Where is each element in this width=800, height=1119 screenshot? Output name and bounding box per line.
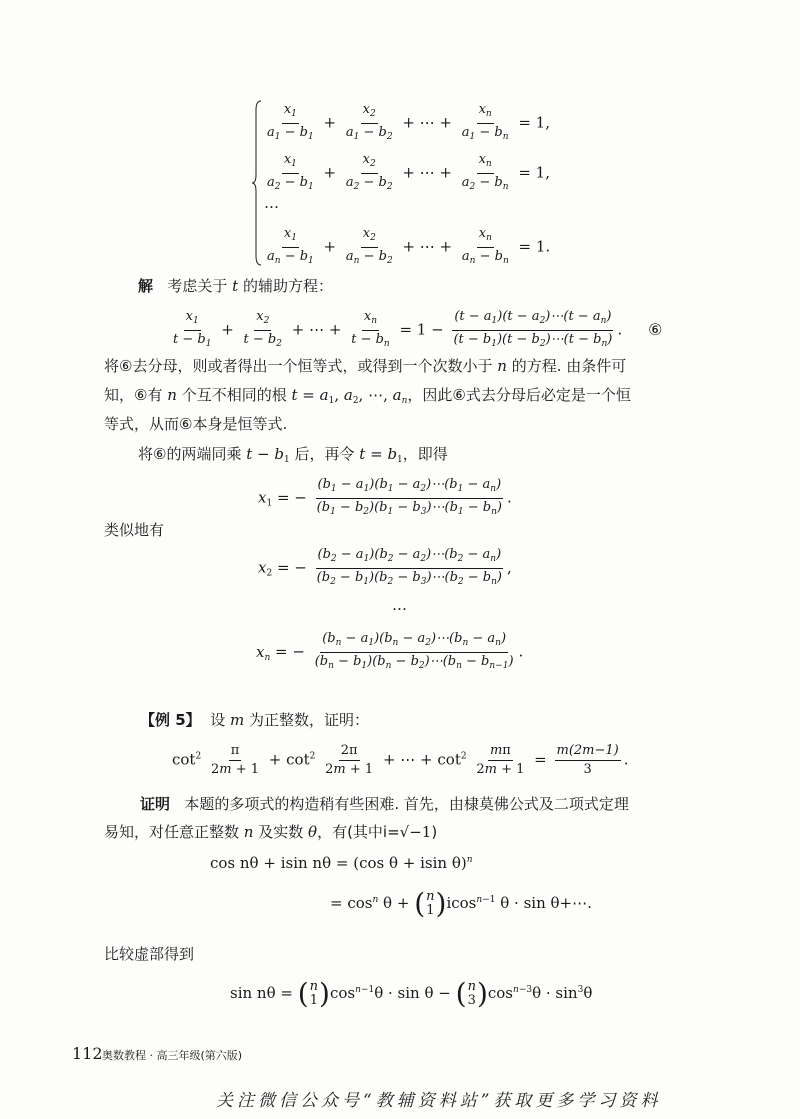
para1-line1: 将⑥去分母，则或者得出一个恒等式，或得到一个次数小于 n 的方程. 由条件可 (104, 357, 627, 375)
example5-rhs-den: 3 (583, 762, 592, 777)
watermark-text: 关注微信公众号“教辅资料站”获取更多学习资料 (216, 1091, 662, 1111)
row2-rhs: = 1, (518, 163, 550, 182)
similarly-text: 类似地有 (104, 521, 165, 539)
proof-line1: 证明 本题的多项式的构造稍有些困难. 首先，由棣莫佛公式及二项式定理 (140, 795, 629, 813)
de-moivre-eq: cos nθ + isin nθ = (cos θ + isin θ)$^n$ (210, 854, 473, 872)
xn-formula: $x_n$ = − $\frac{(b_n - a_1)(b_n - a_2)\cdots(b_n - a_n)}{(b_n - b_1)(b_n - b_2)\cdots(b_n - b_{n-1})}$ . (256, 631, 524, 671)
vertical-dots: … (392, 596, 407, 614)
binomial-expansion: = $\cos^n \theta$ + ( n 1 ) icos$^{n-1}$ θ · sin θ+⋯. (330, 887, 592, 920)
x2-formula: $x_2$ = − $\frac{(b_2 - a_1)(b_2 - a_2)\cdots(b_2 - a_n)}{(b_2 - b_1)(b_2 - b_3)\cdots(b_2 - b_n)}$ , (258, 547, 512, 587)
example5-label: 【例 5】 (140, 711, 201, 729)
solution-intro: 解 考虑关于 t 的辅助方程： (138, 277, 333, 295)
example5-equation: $\cot^2$ $\frac{\pi}{2m + 1}$ + $\cot^2$ $\frac{2\pi}{2m + 1}$ + ⋯ + $\cot^2$ $\frac{m\pi}{2m + 1}$ = $\frac{m(2m-1)}{3}$ . (172, 743, 629, 777)
row1-rhs: = 1, (518, 113, 550, 132)
book-title: 奥数教程 · 高三年级(第六版) (102, 1049, 243, 1062)
equation-number: ⑥ (648, 320, 663, 339)
system-row-3: $\frac{x_1}{a_n - b_1}$ + $\frac{x_2}{a_n - b_2}$ + ⋯ + $\frac{x_n}{a_n - b_n}$ = 1. (267, 226, 551, 266)
para1-line3: 等式，从而⑥本身是恒等式. (104, 415, 288, 433)
system-row-1: $\frac{x_1}{a_1 - b_1}$ + $\frac{x_2}{a_1 - b_2}$ + ⋯ + $\frac{x_n}{a_1 - b_n}$ = 1, (267, 102, 550, 142)
solution-label: 解 (138, 277, 154, 295)
row3-rhs: = 1. (518, 237, 551, 256)
system-ellipsis: … (264, 194, 279, 212)
x1-formula: $x_1$ = − $\frac{(b_1 - a_1)(b_1 - a_2)\cdots(b_1 - a_n)}{(b_1 - b_2)(b_1 - b_3)\cdots(b_1 - b_n)}$ . (258, 477, 512, 517)
compare-imaginary: 比较虚部得到 (104, 945, 195, 963)
page-number: 112 (72, 1044, 103, 1063)
proof-line2: 易知，对任意正整数 n 及实数 θ，有(其中i=√−1) (104, 823, 438, 841)
proof-label: 证明 (140, 795, 171, 813)
equation-6: $\frac{x_1}{t - b_1}$ + $\frac{x_2}{t - b_2}$ + ⋯ + $\frac{x_n}{t - b_n}$ = 1 − $\frac{(t - a_1)(t - a_2)\cdots(t - a_n)}{(t - b_1)(t - b_2)\cdots(t - b_n)}$ . (173, 309, 623, 349)
example5-rhs-num: m(2m−1) (555, 742, 621, 761)
para2: 将⑥的两端同乘 $t - b_1$ 后，再令 $t = b_1$，即得 (138, 445, 448, 465)
sin-expansion: sin nθ = ( n 1 ) $\cos^{n-1}\theta \cdot \sin \theta$ − ( n 3 ) $\cos^{n-3}\theta \cdot \sin^3\theta$ (230, 977, 593, 1010)
example5-statement: 【例 5】 设 m 为正整数，证明： (140, 711, 370, 729)
para1-line2: 知，⑥有 n 个互不相同的根 $t = a_1$, $a_2$, ⋯, $a_n$，因此⑥式去分母后必定是一个恒 (104, 386, 631, 406)
left-brace (252, 100, 262, 266)
system-row-2: $\frac{x_1}{a_2 - b_1}$ + $\frac{x_2}{a_2 - b_2}$ + ⋯ + $\frac{x_n}{a_2 - b_n}$ = 1, (267, 152, 550, 192)
